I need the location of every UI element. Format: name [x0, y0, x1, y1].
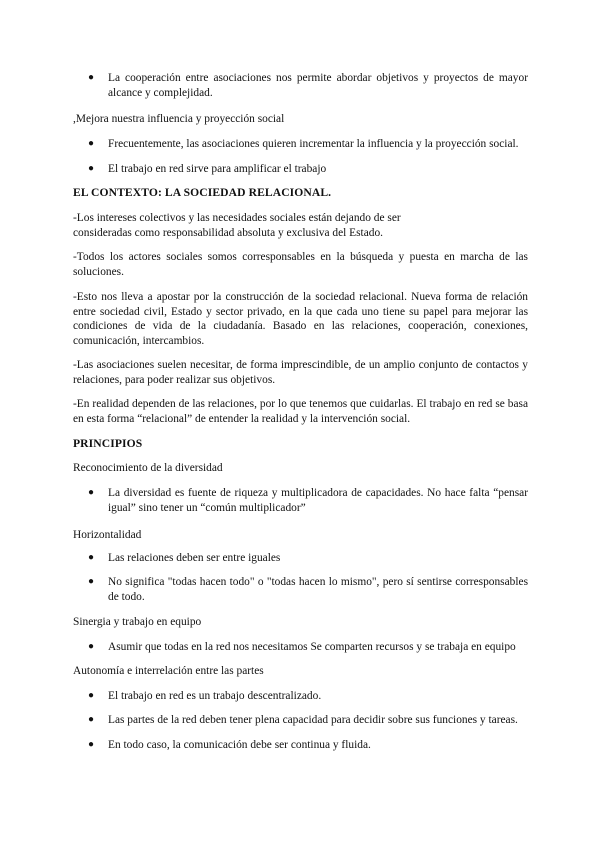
paragraph-line: -Los intereses colectivos y las necesidades sociales están dejando de ser: [73, 212, 401, 224]
bullet-icon: ●: [88, 138, 95, 149]
paragraph: -Todos los actores sociales somos corresponsables en la búsqueda y puesta en marcha de las soluciones.: [73, 251, 528, 278]
bullet-item: [88, 640, 528, 655]
bullet-item: [88, 575, 528, 604]
bullet-icon: ●: [88, 576, 95, 587]
paragraph: -En realidad dependen de las relaciones, por lo que tenemos que cuidarlas. El trabajo en red se basa en esta forma “relacional” de entender la realidad y la intervención social.: [73, 398, 528, 425]
bullet-text: Asumir que todas en la red nos necesitamos Se comparten recursos y se trabaja en equipo: [108, 641, 516, 653]
subheading: Sinergia y trabajo en equipo: [73, 616, 202, 628]
bullet-icon: ●: [88, 690, 95, 701]
bullet-item: [88, 689, 528, 704]
section-heading: EL CONTEXTO: LA SOCIEDAD RELACIONAL.: [73, 186, 332, 199]
subheading: Reconocimiento de la diversidad: [73, 462, 223, 474]
bullet-item: [88, 713, 528, 728]
subheading: Horizontalidad: [73, 529, 142, 541]
paragraph: [73, 211, 528, 240]
bullet-text: La diversidad es fuente de riqueza y multiplicadora de capacidades. No hace falta “pensar igual” sino tener un “común multiplicador”: [108, 487, 528, 514]
bullet-item: [88, 551, 528, 566]
paragraph: -Las asociaciones suelen necesitar, de forma imprescindible, de un amplio conjunto de contactos y relaciones, para poder realizar sus objetivos.: [73, 359, 528, 386]
bullet-text: En todo caso, la comunicación debe ser continua y fluida.: [108, 739, 371, 751]
bullet-icon: ●: [88, 641, 95, 652]
bullet-text: Frecuentemente, las asociaciones quieren incrementar la influencia y la proyección social.: [108, 138, 519, 150]
bullet-item: [88, 137, 528, 152]
bullet-item: [88, 71, 528, 100]
bullet-icon: ●: [88, 552, 95, 563]
bullet-text: No significa "todas hacen todo" o "todas hacen lo mismo", pero sí sentirse corresponsables de todo.: [108, 576, 528, 603]
bullet-text: El trabajo en red es un trabajo descentralizado.: [108, 690, 322, 702]
bullet-text: Las relaciones deben ser entre iguales: [108, 552, 281, 564]
paragraph: -Esto nos lleva a apostar por la construcción de la sociedad relacional. Nueva forma de relación entre sociedad civil, Estado y sector privado, en la que cada uno tiene su papel para mejorar las condiciones de vida de la ciudadanía. Basado en las relaciones, cooperación, conexiones, comunicación, intercambios.: [73, 291, 528, 347]
bullet-text: El trabajo en red sirve para amplificar el trabajo: [108, 163, 327, 175]
bullet-icon: ●: [88, 487, 95, 498]
section-heading: PRINCIPIOS: [73, 437, 143, 450]
paragraph-line: consideradas como responsabilidad absoluta y exclusiva del Estado.: [73, 226, 383, 239]
bullet-text: La cooperación entre asociaciones nos permite abordar objetivos y proyectos de mayor alcance y complejidad.: [108, 72, 528, 99]
bullet-item: [88, 162, 528, 177]
bullet-icon: ●: [88, 163, 95, 174]
bullet-icon: ●: [88, 714, 95, 725]
bullet-item: [88, 486, 528, 515]
subheading: Autonomía e interrelación entre las partes: [73, 665, 264, 677]
bullet-icon: ●: [88, 739, 95, 750]
paragraph: ,Mejora nuestra influencia y proyección social: [73, 113, 285, 125]
bullet-icon: ●: [88, 72, 95, 83]
bullet-text: Las partes de la red deben tener plena capacidad para decidir sobre sus funciones y tareas.: [108, 714, 518, 726]
bullet-item: [88, 738, 528, 753]
